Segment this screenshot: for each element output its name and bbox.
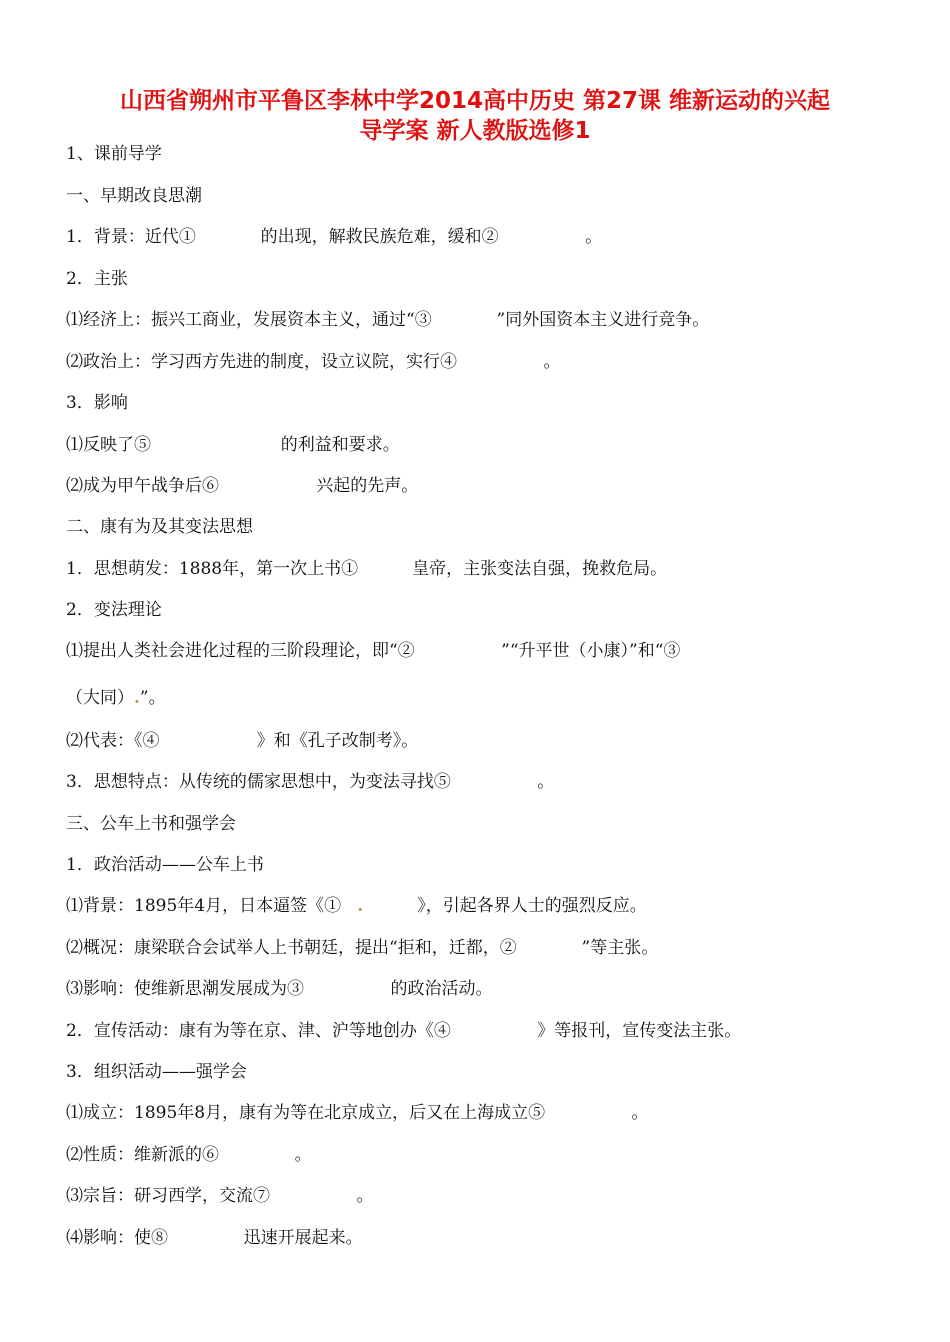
text-line: ⑵概况：康梁联合会试举人上书朝廷，提出“拒和，迁都，② ”等主张。	[66, 938, 659, 958]
text-line: ⑶宗旨：研习西学，交流⑦ 。	[66, 1186, 374, 1206]
text-line: 2．变法理论	[66, 600, 162, 620]
text-line: ⑵代表：《④ 》和《孔子改制考》。	[66, 731, 419, 751]
text-line: 三、公车上书和强学会	[66, 814, 236, 834]
text-line: 3．思想特点：从传统的儒家思想中，为变法寻找⑤ 。	[66, 772, 555, 792]
text-line: 3．组织活动——强学会	[66, 1062, 247, 1082]
stray-dot: .	[134, 688, 140, 708]
text-segment: 》，引起各界人士的强烈反应。	[363, 896, 647, 916]
text-line: ⑶影响：使维新思潮发展成为③ 的政治活动。	[66, 979, 493, 999]
text-line: 二、康有为及其变法思想	[66, 517, 253, 537]
text-line	[66, 895, 647, 917]
text-line: 2．主张	[66, 269, 128, 289]
text-line: ⑵成为甲午战争后⑥ 兴起的先声。	[66, 476, 419, 496]
stray-dot: .	[357, 896, 364, 916]
text-segment: （大同）	[66, 688, 134, 708]
text-line: ⑷影响：使⑧ 迅速开展起来。	[66, 1228, 363, 1248]
text-line: 1．政治活动——公车上书	[66, 855, 264, 875]
document-title-line-2: 导学案 新人教版选修1	[359, 118, 591, 144]
text-line: ⑵性质：维新派的⑥ 。	[66, 1145, 312, 1165]
text-line: 1．背景：近代① 的出现，解救民族危难，缓和② 。	[66, 227, 603, 247]
text-line: ⑴反映了⑤ 的利益和要求。	[66, 435, 400, 455]
text-line: ⑴成立：1895年8月，康有为等在北京成立，后又在上海成立⑤ 。	[66, 1103, 649, 1123]
text-line	[66, 687, 166, 709]
text-line: ⑴提出人类社会进化过程的三阶段理论，即“② ”“升平世（小康）”和“③	[66, 641, 681, 661]
text-line: ⑴经济上：振兴工商业，发展资本主义，通过“③ ”同外国资本主义进行竞争。	[66, 310, 710, 330]
text-line: 1．思想萌发：1888年，第一次上书① 皇帝，主张变法自强，挽救危局。	[66, 559, 668, 579]
text-segment: ⑴背景：1895年4月，日本逼签《①	[66, 896, 358, 916]
text-line: 2．宣传活动：康有为等在京、津、沪等地创办《④ 》等报刊，宣传变法主张。	[66, 1021, 742, 1041]
text-line: 1、课前导学	[66, 144, 162, 164]
document-title-line-1: 山西省朔州市平鲁区李林中学2014高中历史 第27课 维新运动的兴起	[119, 88, 831, 114]
text-line: 一、早期改良思潮	[66, 186, 202, 206]
text-line: ⑵政治上：学习西方先进的制度，设立议院，实行④ 。	[66, 352, 561, 372]
text-line: 3．影响	[66, 393, 128, 413]
text-segment: ”。	[139, 688, 166, 708]
